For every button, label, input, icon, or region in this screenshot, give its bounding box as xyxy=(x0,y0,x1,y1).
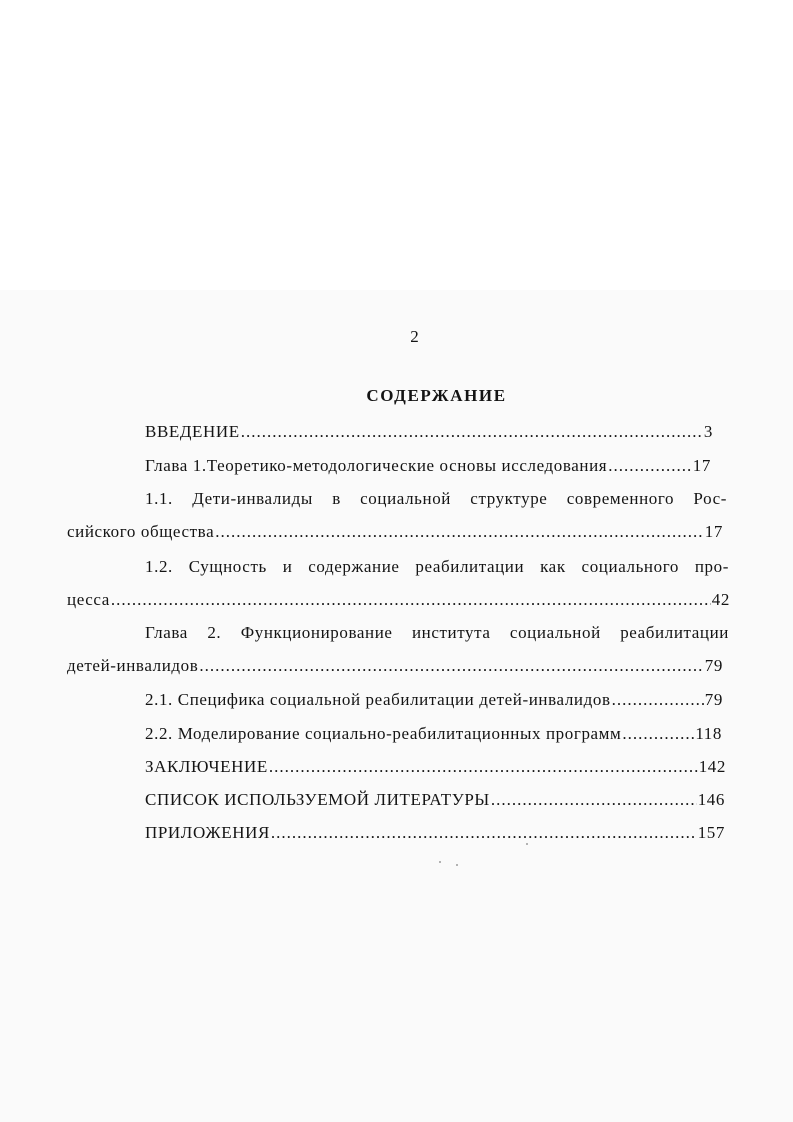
toc-entry-title: СПИСОК ИСПОЛЬЗУЕМОЙ ЛИТЕРАТУРЫ xyxy=(145,790,490,809)
dot-leader xyxy=(269,756,698,778)
toc-entry-page: 79 xyxy=(704,656,723,675)
scan-speck xyxy=(456,864,458,866)
toc-entry-chapter-2-line-1[interactable] xyxy=(145,622,729,644)
toc-entry-title: ЗАКЛЮЧЕНИЕ xyxy=(145,757,268,776)
toc-entry-conclusion[interactable] xyxy=(145,756,726,778)
scan-speck xyxy=(526,843,528,845)
toc-entry-title: Глава 1.Теоретико-методологические основы исследования xyxy=(145,456,608,475)
scan-speck xyxy=(439,861,441,863)
toc-entry-page: 146 xyxy=(697,790,725,809)
toc-entry-title: ПРИЛОЖЕНИЯ xyxy=(145,823,270,842)
dot-leader xyxy=(612,689,704,711)
toc-entry-section-2-2[interactable] xyxy=(145,723,722,745)
toc-entry-section-1-1-line-1[interactable] xyxy=(145,488,727,510)
toc-entry-title: 1.1. Дети-инвалиды в социальной структуре современного Рос- xyxy=(145,489,727,508)
toc-entry-section-1-2-line-1[interactable] xyxy=(145,556,729,578)
toc-entry-section-1-2-line-2[interactable] xyxy=(67,589,730,611)
toc-entry-page: 118 xyxy=(695,724,722,743)
dot-leader xyxy=(199,655,703,677)
toc-entry-title: 2.2. Моделирование социально-реабилитационных программ xyxy=(145,724,622,743)
toc-entry-title: 1.2. Сущность и содержание реабилитации как социального про- xyxy=(145,557,729,576)
toc-entry-page: 142 xyxy=(698,757,726,776)
toc-entry-title: детей-инвалидов xyxy=(67,656,199,675)
toc-entry-page: 3 xyxy=(703,422,713,441)
toc-entry-page: 17 xyxy=(704,522,723,541)
toc-entry-chapter-1[interactable] xyxy=(145,455,711,477)
dot-leader xyxy=(608,455,692,477)
dot-leader xyxy=(491,789,697,811)
dot-leader xyxy=(111,589,711,611)
toc-entry-title: ВВЕДЕНИЕ xyxy=(145,422,240,441)
toc-entry-title: сийского общества xyxy=(67,522,215,541)
toc-entry-title: 2.1. Специфика социальной реабилитации детей-инвалидов xyxy=(145,690,611,709)
toc-entry-page: 17 xyxy=(692,456,711,475)
dot-leader xyxy=(215,521,704,543)
toc-entry-page: 157 xyxy=(697,823,725,842)
toc-entry-chapter-2-line-2[interactable] xyxy=(67,655,723,677)
toc-entry-intro[interactable] xyxy=(145,421,713,443)
toc-entry-section-2-1[interactable] xyxy=(145,689,723,711)
toc-entry-title: Глава 2. Функционирование института социальной реабилитации xyxy=(145,623,729,642)
toc-entry-page: 79 xyxy=(704,690,723,709)
toc-entry-appendix[interactable] xyxy=(145,822,725,844)
toc-entry-section-1-1-line-2[interactable] xyxy=(67,521,723,543)
page-number: 2 xyxy=(410,327,419,346)
toc-entry-bibliography[interactable] xyxy=(145,789,725,811)
dot-leader xyxy=(241,421,703,443)
dot-leader xyxy=(271,822,697,844)
dot-leader xyxy=(622,723,694,745)
toc-entry-page: 42 xyxy=(711,590,730,609)
toc-heading: СОДЕРЖАНИЕ xyxy=(366,386,507,405)
toc-entry-title: цесса xyxy=(67,590,110,609)
